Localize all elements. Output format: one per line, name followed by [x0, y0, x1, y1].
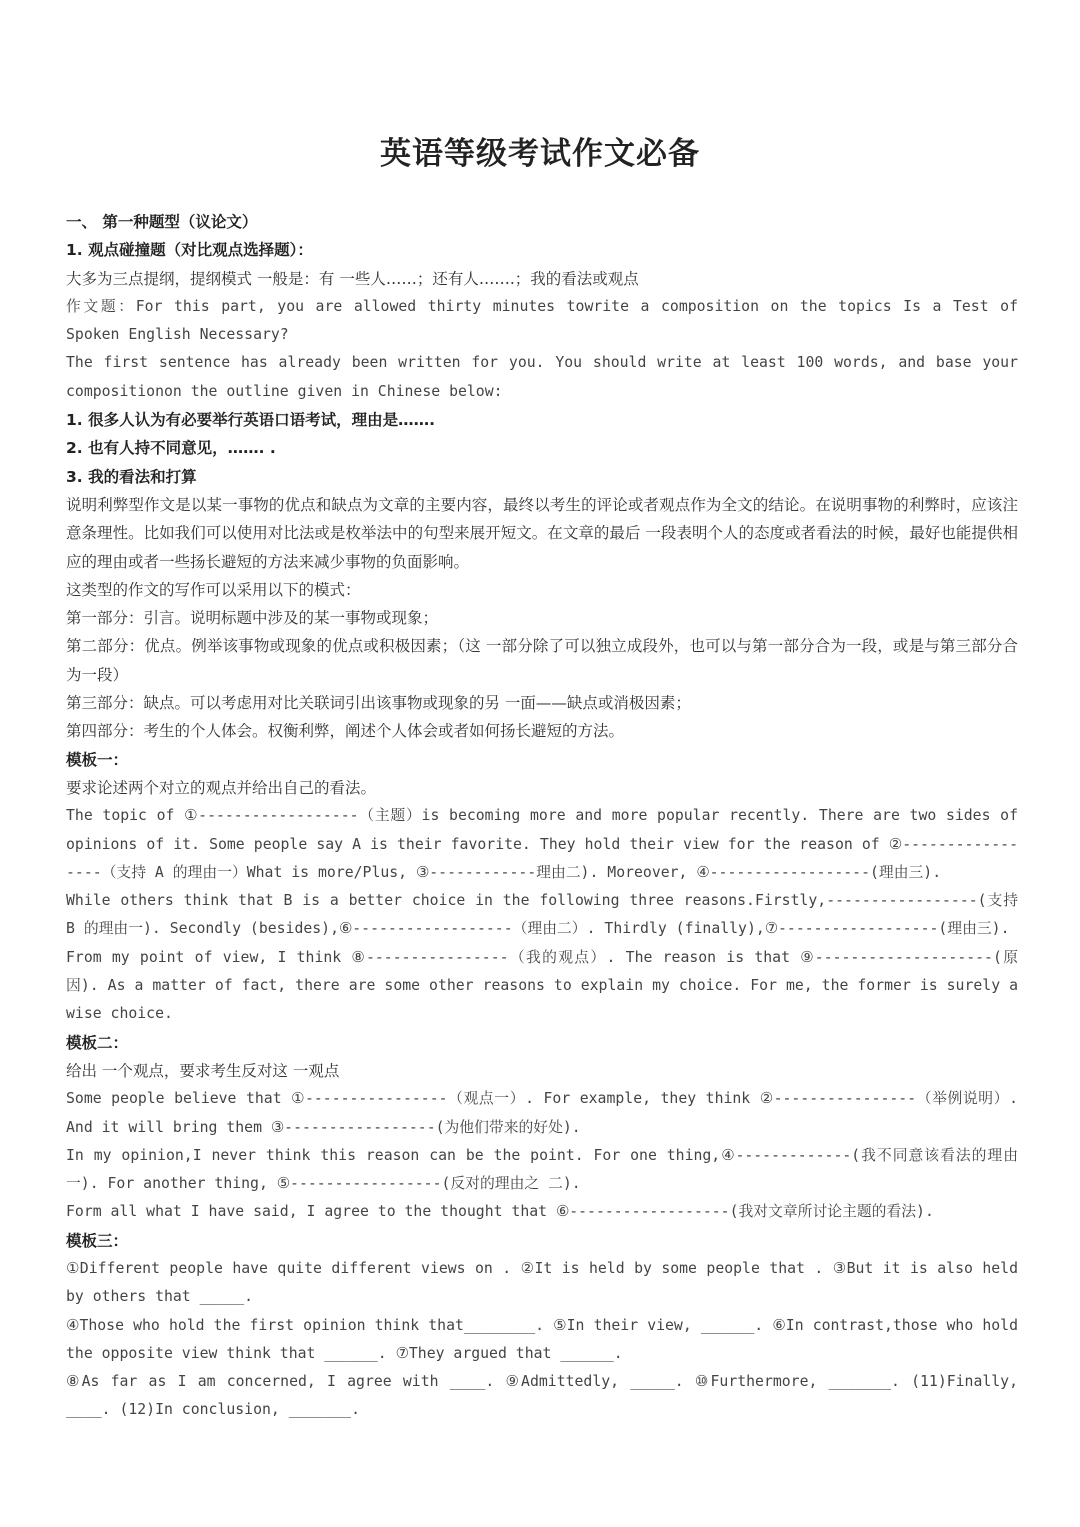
paragraph: 说明利弊型作文是以某一事物的优点和缺点为文章的主要内容，最终以考生的评论或者观点作为全文的结论。在说明事物的利弊时，应该注意条理性。比如我们可以使用对比法或是枚举法中的句型来展开短文。在文章的最后 一段表明个人的态度或者看法的时候，最好也能提供相应的理由或者一些扬长避短的方法来减少事物的负面影响。: [66, 495, 1018, 571]
paragraph: 第一部分：引言。说明标题中涉及的某一事物或现象；: [66, 609, 439, 628]
section-heading: 模板一：: [66, 750, 129, 769]
paragraph: ④Those who hold the first opinion think that________. ⑤In their view, ______. ⑥In contrast,those who hold the opposite view think that ______. ⑦They argued that ______.: [66, 1316, 1018, 1362]
paragraph: 要求论述两个对立的观点并给出自己的看法。: [66, 778, 377, 797]
document-body: [66, 208, 1018, 1425]
paragraph: 第四部分：考生的个人体会。权衡利弊，阐述个人体会或者如何扬长避短的方法。: [66, 722, 625, 741]
section-heading: 模板二：: [66, 1033, 129, 1052]
paragraph: 这类型的作文的写作可以采用以下的模式：: [66, 580, 361, 599]
paragraph: 大多为三点提纲，提纲模式 一般是：有 一些人……；还有人…….；我的看法或观点: [66, 269, 639, 288]
section-heading: 1. 观点碰撞题（对比观点选择题）：: [66, 241, 313, 260]
section-heading: 2. 也有人持不同意见，……. .: [66, 439, 276, 458]
paragraph: While others think that B is a better choice in the following three reasons.Firstly,-----------------(支持 B 的理由一). Secondly (besides),⑥------------------（理由二）. Thirdly (finally),⑦------------------(理由三).: [66, 892, 1018, 938]
section-heading: 3. 我的看法和打算: [66, 467, 197, 486]
paragraph: 第二部分：优点。例举该事物或现象的优点或积极因素；（这 一部分除了可以独立成段外，也可以与第一部分合为一段，或是与第三部分合为一段）: [66, 637, 1018, 684]
paragraph: From my point of view, I think ⑧----------------（我的观点）. The reason is that ⑨--------------------(原因). As a matter of fact, there are some other reasons to explain my choice. For me, the former is surely a wise choice.: [66, 948, 1018, 1023]
section-heading: 一、 第一种题型（议论文）: [66, 213, 258, 231]
paragraph: ①Different people have quite different views on . ②It is held by some people that . ③But it is also held by others that _____.: [66, 1259, 1018, 1306]
paragraph: In my opinion,I never think this reason can be the point. For one thing,④-------------(我不同意该看法的理由一). For another thing, ⑤-----------------(反对的理由之 二).: [66, 1146, 1018, 1193]
paragraph: Some people believe that ①----------------（观点一）. For example, they think ②----------------（举例说明）. And it will bring them ③-----------------(为他们带来的好处).: [66, 1090, 1018, 1136]
paragraph: 给出 一个观点，要求考生反对这 一观点: [66, 1061, 340, 1080]
paragraph: The topic of ①------------------（主题）is becoming more and more popular recently. There are two sides of opinions of it. Some people say A is their favorite. They hold their view for the reason of ②-----------------（支持 A 的理由一）What is more/Plus, ③------------理由二). Moreover, ④------------------(理由三).: [66, 807, 1018, 881]
paragraph: 作文题：For this part, you are allowed thirty minutes towrite a composition on the topics Is a Test of Spoken English Necessary?: [66, 297, 1018, 344]
paragraph: The first sentence has already been written for you. You should write at least 100 words, and base your compositionon the outline given in Chinese below:: [66, 354, 1018, 400]
page-title: 英语等级考试作文必备: [380, 136, 700, 172]
section-heading: 1. 很多人认为有必要举行英语口语考试，理由是…….: [66, 411, 435, 430]
section-heading: 模板三：: [66, 1231, 129, 1250]
paragraph: 第三部分：缺点。可以考虑用对比关联词引出该事物或现象的另 一面——缺点或消极因素；: [66, 694, 691, 713]
paragraph: Form all what I have said, I agree to the thought that ⑥------------------(我对文章所讨论主题的看法).: [66, 1203, 934, 1221]
paragraph: ⑧As far as I am concerned, I agree with ____. ⑨Admittedly, _____. ⑩Furthermore, _______. (11)Finally, ____. (12)In conclusion, _______.: [66, 1373, 1018, 1419]
